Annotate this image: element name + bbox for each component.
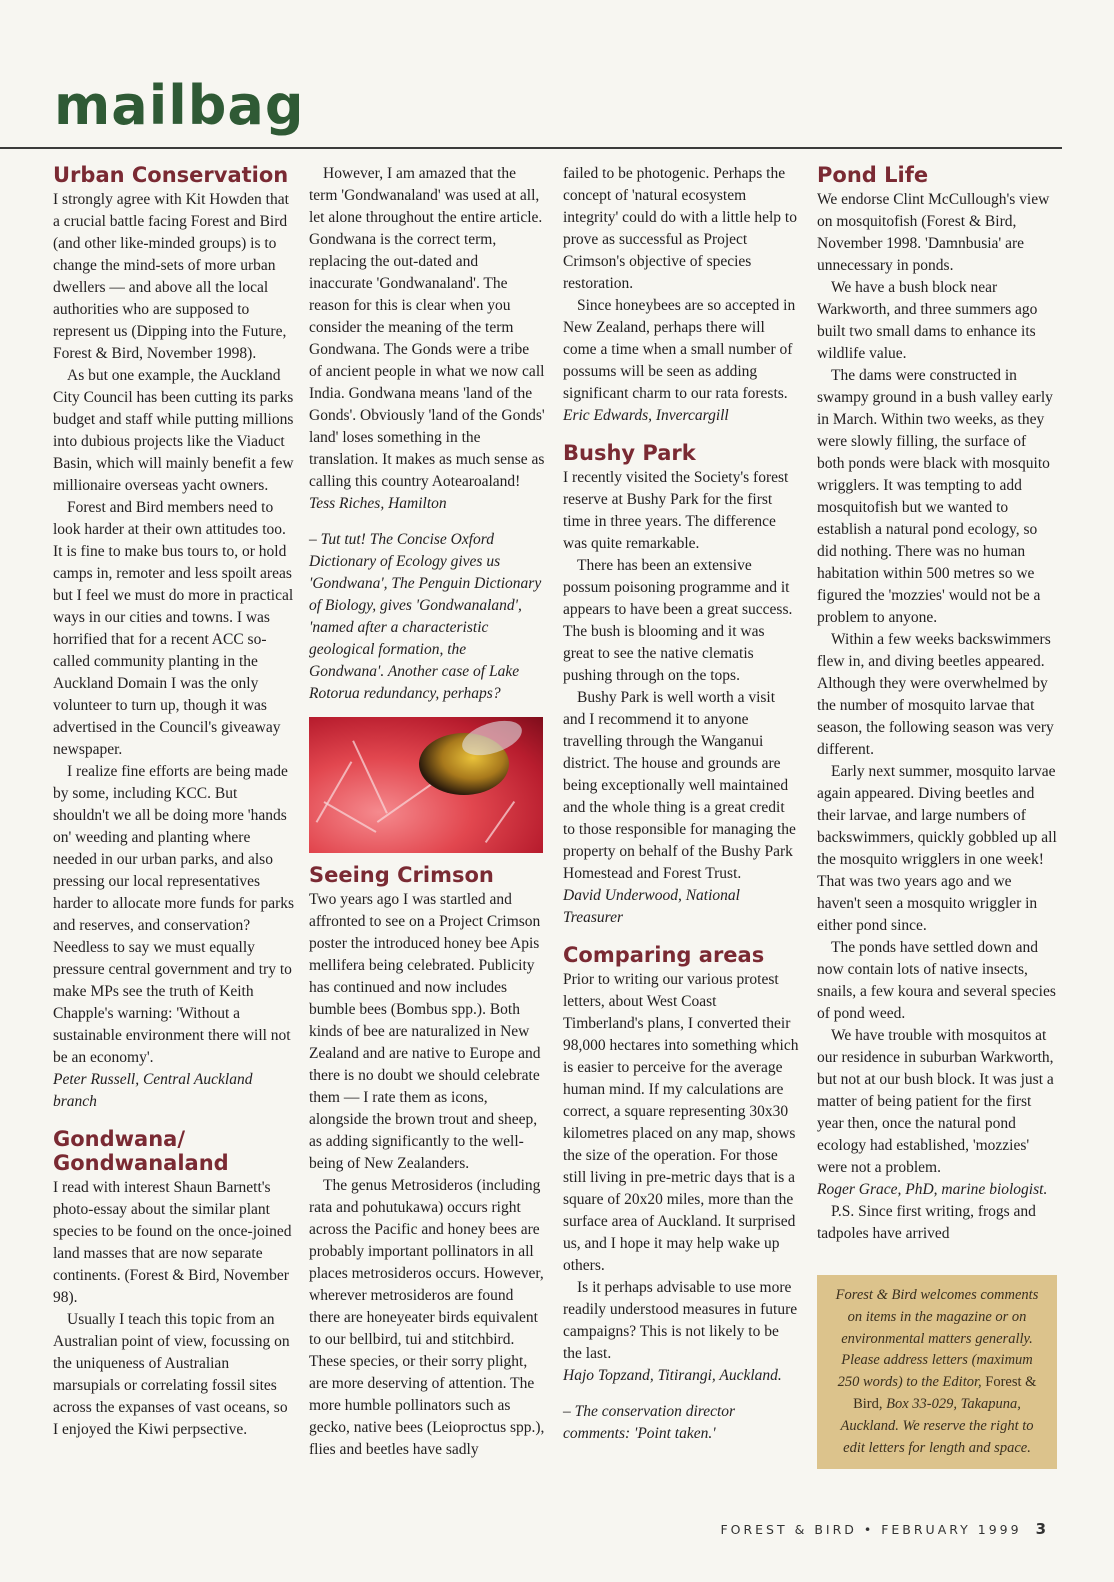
letters-notice-box [817,1275,1057,1469]
heading-urban-conservation: Urban Conservation [53,163,289,187]
paragraph: I strongly agree with Kit Howden that a crucial battle facing Forest and Bird (and other like-minded groups) is to change the mind-sets of more urban dwellers — and above all the local authorities who are supposed to represent us (Dipping into the Future, Forest & Bird, November 1998). [53,191,289,362]
page-number: 3 [1035,1520,1046,1538]
notice-address: Box 33-029, Takapuna, Auckland. We reserve the right to edit letters for length and space. [840,1395,1034,1456]
heading-seeing-crimson: Seeing Crimson [309,863,494,887]
letter-signature: Peter Russell, Central Auckland branch [53,1071,253,1110]
paragraph: Usually I teach this topic from an Australian point of view, focussing on the uniqueness of Australian marsupials or correlating fossil sites across the expanses of vast oceans, so I enjoyed the Kiwi perpsective. [53,1311,290,1438]
paragraph: We have a bush block near Warkworth, and three summers ago built two small dams to enhance its wildlife value. [817,279,1038,362]
letter-signature: Eric Edwards, Invercargill [563,407,729,424]
notice-magazine-name: Forest & Bird, [853,1374,1037,1412]
letter-signature: Hajo Topzand, Titirangi, Auckland. [563,1367,782,1384]
paragraph: The genus Metrosideros (including rata and pohutukawa) occurs right across the Pacific and honey bees are probably important pollinators in all places metrosideros occurs. However, wherever metrosideros are found there are honeyeater birds equivalent to our bellbird, tui and stitchbird. These species, or their sorry plight, are more deserving of attention. The more humble pollinators such as gecko, native bees (Leioproctus spp.), flies and beetles have sadly [309,1177,545,1458]
paragraph: P.S. Since first writing, frogs and tadpoles have arrived [817,1203,1036,1242]
section-title: mailbag [54,74,305,137]
bee-on-flower-photo [309,717,543,853]
paragraph: Since honeybees are so accepted in New Zealand, perhaps there will come a time when a small number of possums will be seen as adding significant charm to our rata forests. [563,297,796,402]
paragraph: Early next summer, mosquito larvae again appeared. Diving beetles and their larvae, and large numbers of backswimmers, quickly gobbled up all the mosquito wrigglers in one week! That was two years ago and we haven't seen a mosquito wriggler in either pond since. [817,763,1057,934]
paragraph: Within a few weeks backswimmers flew in, and diving beetles appeared. Although they were overwhelmed by the number of mosquito larvae that season, the following season was very different. [817,631,1054,758]
paragraph: Prior to writing our various protest letters, about West Coast Timberland's plans, I converted their 98,000 hectares into something which is easier to perceive for the average human mind. If my calculations are correct, a square representing 30x30 kilometres placed on any map, shows the size of the operation. For those still living in pre-metric days that is a square of 20x20 miles, more than the surface area of Auckland. It surprised us, and I hope it may help wake up others. [563,971,799,1274]
column-4 [817,163,1057,1469]
paragraph: Is it perhaps advisable to use more readily understood measures in future campaigns? This is not likely to be the last. [563,1279,798,1362]
paragraph: However, I am amazed that the term 'Gondwanaland' was used at all, let alone throughout the entire article. Gondwana is the correct term, replacing the out-dated and inaccurate 'Gondwanaland'. The reason for this is clear when you consider the meaning of the term Gondwana. The Gonds were a tribe of ancient people in what we now call India. Gondwana means 'land of the Gonds'. Obviously 'land of the Gonds' land' loses something in the translation. It makes as much sense as calling this country Aotearoaland! [309,165,545,490]
heading-pond-life: Pond Life [817,163,929,187]
header-rule [0,147,1062,149]
paragraph: The dams were constructed in swampy ground in a bush valley early in March. Within two weeks, as they were slowly filling, the surface of both ponds were black with mosquito wrigglers. It was tempting to add mosquitofish but we wanted to establish a natural pond ecology, so did nothing. There was no human habitation within 500 metres so we figured the 'mozzies' would not be a problem to anyone. [817,367,1053,626]
paragraph: I realize fine efforts are being made by some, including KCC. But shouldn't we all be doing more 'hands on' weeding and planting where needed in our urban parks, and also pressing our local representatives harder to allocate more funds for parks and reserves, and conservation? Needless to say we must equally pressure central government and try to make MPs see the truth of Keith Chapple's warning: 'Without a sustainable environment there will not be an economy'. [53,763,295,1066]
paragraph: We endorse Clint McCullough's view on mosquitofish (Forest & Bird, November 1998. 'Damnbusia' are unnecessary in ponds. [817,191,1050,274]
paragraph: There has been an extensive possum poisoning programme and it appears to have been a great success. The bush is blooming and it was great to see the native clematis pushing through on the tops. [563,557,793,684]
paragraph: We have trouble with mosquitos at our residence in suburban Warkworth, but not at our bush block. It was just a matter of being patient for the first year then, once the natural pond ecology had established, 'mozzies' were not a problem. [817,1027,1054,1176]
column-2 [309,163,545,1461]
paragraph: The ponds have settled down and now contain lots of native insects, snails, a few koura and several species of pond weed. [817,939,1056,1022]
paragraph: I recently visited the Society's forest reserve at Bushy Park for the first time in three years. The difference was quite remarkable. [563,469,789,552]
editor-note: – Tut tut! The Concise Oxford Dictionary of Ecology gives us 'Gondwana', The Penguin Dictionary of Biology, gives 'Gondwanaland', 'named after a characteristic geological formation, the Gondwana'. Another case of Lake Rotorua redundancy, perhaps? [309,531,542,702]
editor-note: – The conservation director comments: 'Point taken.' [563,1403,736,1442]
paragraph: Forest and Bird members need to look harder at their own attitudes too. It is fine to make bus tours to, or hold camps in, remoter and less spoilt areas but I feel we must do more in practical ways in our cities and towns. I was horrified that for a recent ACC so-called community planting in the Auckland Domain I was the only volunteer to turn up, though it was advertised in the Council's giveaway newspaper. [53,499,294,758]
letter-signature: Roger Grace, PhD, marine biologist. [817,1181,1048,1198]
paragraph: Bushy Park is well worth a visit and I recommend it to anyone travelling through the Wanganui district. The house and grounds are being exceptionally well maintained and the whole thing is a great credit to those responsible for managing the property on behalf of the Bushy Park Homestead and Forest Trust. [563,689,796,882]
paragraph: failed to be photogenic. Perhaps the concept of 'natural ecosystem integrity' could do with a little help to prove as successful as Project Crimson's objective of species restoration. [563,165,797,292]
column-1 [53,163,295,1441]
notice-text: Forest & Bird welcomes comments on items in the magazine or on environmental matters generally. Please address letters (maximum 250 words) to the Editor, [835,1287,1039,1391]
paragraph: As but one example, the Auckland City Council has been cutting its parks budget and staff while putting millions into dubious projects like the Viaduct Basin, which will mainly benefit a few millionaire overseas yacht owners. [53,367,294,494]
footer-publication: FOREST & BIRD • FEBRUARY 1999 [720,1522,1022,1537]
page-footer [720,1520,1046,1538]
heading-bushy-park: Bushy Park [563,441,696,465]
heading-comparing-areas: Comparing areas [563,943,765,967]
paragraph: I read with interest Shaun Barnett's photo-essay about the similar plant species to be found on the once-joined land masses that are now separate continents. (Forest & Bird, November 98). [53,1179,292,1306]
heading-gondwana: Gondwana/ Gondwanaland [53,1127,229,1175]
letter-signature: David Underwood, National Treasurer [563,887,740,926]
letter-signature: Tess Riches, Hamilton [309,495,447,512]
paragraph: Two years ago I was startled and affronted to see on a Project Crimson poster the introduced honey bee Apis mellifera being celebrated. Publicity has continued and now includes bumble bees (Bombus spp.). Both kinds of bee are naturalized in New Zealand and are native to Europe and there is no doubt we should celebrate them — I rate them as icons, alongside the brown trout and sheep, as adding significantly to the well-being of New Zealanders. [309,891,541,1172]
column-3 [563,163,799,1445]
